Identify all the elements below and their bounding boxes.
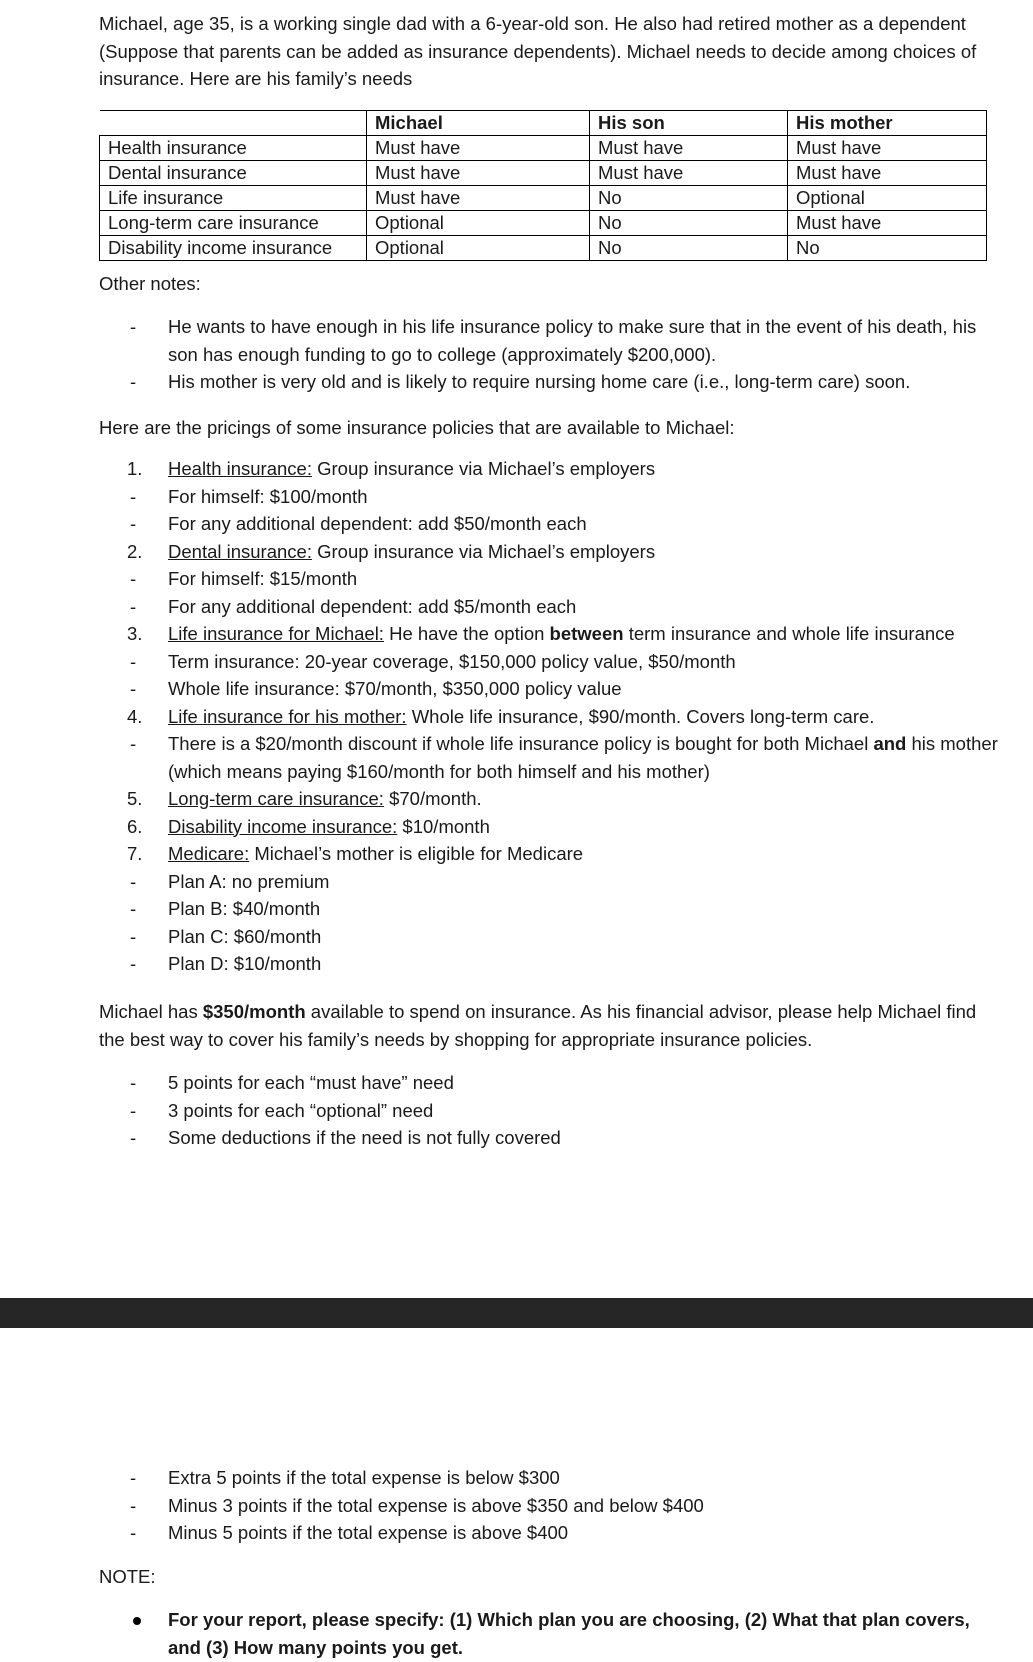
list-item <box>127 813 1010 841</box>
item-bold-text: between <box>549 623 624 644</box>
item-bold-text: and <box>873 733 907 754</box>
list-number: 5. <box>127 788 143 809</box>
item-text: Group insurance via Michael’s employers <box>311 540 656 562</box>
table-row <box>100 161 987 186</box>
dash-marker: - <box>130 485 137 507</box>
list-item <box>130 895 1010 923</box>
list-item-text: His mother is very old and is likely to require nursing home care (i.e., long-term care) soon. <box>168 371 911 392</box>
dash-marker: - <box>130 733 137 754</box>
item-title: Disability income insurance: <box>168 815 398 837</box>
table-cell: Must have <box>788 136 987 161</box>
header-cell-son: His son <box>590 111 788 136</box>
list-item <box>127 455 1010 483</box>
intro-paragraph: Michael, age 35, is a working single dad with a 6-year-old son. He also had retired mother as a dependent (Suppose that parents can be added as insurance dependents). Michael needs to decide among choices of insurance. Here are his family’s needs <box>99 13 977 89</box>
list-item <box>130 730 1010 785</box>
item-title: Medicare: <box>168 843 250 864</box>
list-number: 7. <box>127 843 143 864</box>
item-text: For himself: $100/month <box>168 485 368 507</box>
budget-text: Michael has <box>99 1001 203 1022</box>
list-item <box>130 510 1010 538</box>
list-number: 6. <box>127 815 143 837</box>
dash-marker: - <box>130 568 137 589</box>
item-text: 3 points for each “optional” need <box>168 1099 434 1121</box>
dash-marker: - <box>130 870 137 892</box>
list-item <box>130 1069 1000 1097</box>
item-text: Plan D: $10/month <box>168 953 322 974</box>
table-cell: Must have <box>788 211 987 236</box>
list-item <box>127 840 1010 868</box>
list-item <box>130 368 1000 396</box>
budget-amount: $350/month <box>202 1001 306 1022</box>
item-title: Life insurance for Michael: <box>168 623 384 644</box>
dash-marker: - <box>130 953 137 974</box>
other-notes-heading: Other notes: <box>99 273 201 294</box>
item-text: Plan A: no premium <box>168 870 330 892</box>
header-cell-mother: His mother <box>788 111 987 136</box>
list-item <box>130 1464 1000 1492</box>
item-text: Extra 5 points if the total expense is below $300 <box>168 1467 560 1488</box>
table-row <box>100 236 987 261</box>
list-item <box>130 923 1010 951</box>
list-item <box>130 675 1010 703</box>
dash-marker: - <box>130 898 137 919</box>
budget-paragraph <box>99 998 979 1053</box>
page-break-bar <box>0 1298 1033 1328</box>
budget-text: available to spend on insurance. As his financial advisor, please help Michael find the best way to cover his family’s needs by shopping for appropriate insurance policies. <box>99 1001 977 1050</box>
needs-table-header-row <box>100 111 987 136</box>
item-text: Minus 3 points if the total expense is above $350 and below $400 <box>168 1494 704 1516</box>
list-item <box>130 950 1010 978</box>
table-cell: Optional <box>367 236 590 261</box>
dash-marker: - <box>130 1522 137 1543</box>
table-cell: Must have <box>590 136 788 161</box>
list-item <box>130 868 1010 896</box>
dash-marker: - <box>130 316 137 337</box>
list-item <box>130 593 1010 621</box>
list-item <box>127 620 1010 648</box>
list-number: 2. <box>127 540 143 562</box>
table-cell: Disability income insurance <box>100 236 367 261</box>
list-item-text: He wants to have enough in his life insurance policy to make sure that in the event of his death, his son has enough funding to go to college (approximately $200,000). <box>168 316 977 365</box>
item-text: Minus 5 points if the total expense is above $400 <box>168 1522 569 1543</box>
item-title: Health insurance: <box>168 458 312 479</box>
table-cell: No <box>590 236 788 261</box>
dash-marker: - <box>130 925 137 947</box>
item-text: For himself: $15/month <box>168 568 358 589</box>
list-item <box>130 1606 980 1661</box>
table-cell: No <box>590 186 788 211</box>
item-text: Michael’s mother is eligible for Medicare <box>249 843 584 864</box>
table-cell: No <box>788 236 987 261</box>
dash-marker: - <box>130 371 137 392</box>
dash-marker: - <box>130 650 137 672</box>
list-item <box>130 565 1010 593</box>
item-text: For any additional dependent: add $5/month each <box>168 595 577 617</box>
table-cell: Life insurance <box>100 186 367 211</box>
item-text: 5 points for each “must have” need <box>168 1072 454 1093</box>
list-item <box>127 538 1010 566</box>
list-number: 4. <box>127 705 143 727</box>
table-cell: Must have <box>367 136 590 161</box>
dash-marker: - <box>130 1467 137 1488</box>
list-item <box>130 648 1010 676</box>
pricing-intro: Here are the pricings of some insurance policies that are available to Michael: <box>99 417 735 438</box>
expense-scoring-list <box>130 1464 1000 1547</box>
table-cell: Optional <box>367 211 590 236</box>
table-cell: Must have <box>367 161 590 186</box>
dash-marker: - <box>130 1127 137 1148</box>
list-item <box>130 1097 1000 1125</box>
item-text: Plan C: $60/month <box>168 925 322 947</box>
bullet-icon <box>133 1617 141 1625</box>
header-cell <box>100 111 367 136</box>
header-cell-michael: Michael <box>367 111 590 136</box>
note-text: For your report, please specify: (1) Which plan you are choosing, (2) What that plan covers, and (3) How many points you get. <box>168 1609 970 1658</box>
item-text: There is a $20/month discount if whole life insurance policy is bought for both Michael <box>168 733 874 754</box>
item-title: Long-term care insurance: <box>168 788 384 809</box>
table-cell: No <box>590 211 788 236</box>
dash-marker: - <box>130 595 137 617</box>
note-list <box>130 1606 980 1661</box>
needs-table <box>99 110 987 261</box>
item-text: Some deductions if the need is not fully covered <box>168 1127 561 1148</box>
item-text: his mother (which means paying $160/month for both himself and his mother) <box>168 733 998 782</box>
note-heading: NOTE: <box>99 1566 156 1587</box>
dash-marker: - <box>130 1494 137 1516</box>
item-text: For any additional dependent: add $50/month each <box>168 513 587 534</box>
pricing-list <box>127 455 1010 978</box>
table-cell: Optional <box>788 186 987 211</box>
table-cell: Long-term care insurance <box>100 211 367 236</box>
item-text: He have the option <box>383 623 550 644</box>
list-item <box>130 1519 1000 1547</box>
dash-marker: - <box>130 513 137 534</box>
dash-marker: - <box>130 1072 137 1093</box>
list-item <box>127 785 1010 813</box>
other-notes-list <box>130 313 1000 396</box>
list-item <box>130 1124 1000 1152</box>
table-cell: Must have <box>367 186 590 211</box>
list-item <box>130 483 1010 511</box>
item-text: Group insurance via Michael’s employers <box>311 458 656 479</box>
table-row <box>100 136 987 161</box>
item-title: Dental insurance: <box>168 540 312 562</box>
dash-marker: - <box>130 678 137 699</box>
item-title: Life insurance for his mother: <box>168 705 407 727</box>
table-cell: Dental insurance <box>100 161 367 186</box>
list-number: 3. <box>127 623 143 644</box>
table-cell: Must have <box>590 161 788 186</box>
scoring-list <box>130 1069 1000 1152</box>
list-item <box>130 313 1000 368</box>
item-text: Whole life insurance, $90/month. Covers long-term care. <box>406 705 875 727</box>
item-text: Plan B: $40/month <box>168 898 321 919</box>
item-text: Term insurance: 20-year coverage, $150,000 policy value, $50/month <box>168 650 736 672</box>
item-text: $10/month <box>397 815 490 837</box>
dash-marker: - <box>130 1099 137 1121</box>
list-item <box>130 1492 1000 1520</box>
table-row <box>100 211 987 236</box>
item-text: term insurance and whole life insurance <box>623 623 955 644</box>
item-text: Whole life insurance: $70/month, $350,000 policy value <box>168 678 622 699</box>
table-row <box>100 186 987 211</box>
table-cell: Must have <box>788 161 987 186</box>
list-number: 1. <box>127 458 143 479</box>
table-cell: Health insurance <box>100 136 367 161</box>
list-item <box>127 703 1010 731</box>
item-text: $70/month. <box>383 788 482 809</box>
